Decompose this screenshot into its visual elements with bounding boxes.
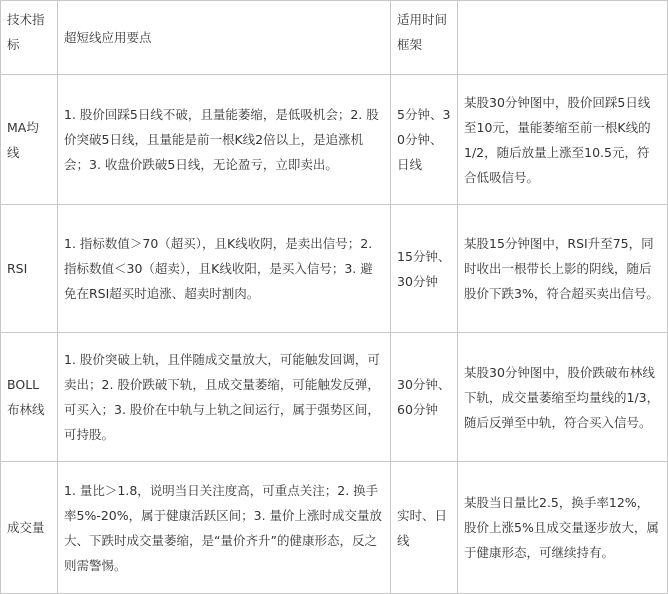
indicator-timeframe: 30分钟、60分钟	[391, 333, 458, 462]
table-row	[1, 333, 668, 462]
indicator-points: 1. 股价回踩5日线不破，且量能萎缩，是低吸机会；2. 股价突破5日线，且量能是前一根K线2倍以上，是追涨机会；3. 收盘价跌破5日线，无论盈亏，立即卖出。	[58, 75, 391, 205]
header-indicator: 技术指标	[1, 1, 58, 75]
table-row	[1, 462, 668, 594]
header-points: 超短线应用要点	[58, 1, 391, 75]
table-row	[1, 75, 668, 205]
indicator-example: 某股30分钟图中，股价回踩5日线至10元，量能萎缩至前一根K线的1/2，随后放量上涨至10.5元，符合低吸信号。	[458, 75, 668, 205]
indicator-points: 1. 指标数值＞70（超买），且K线收阴，是卖出信号；2. 指标数值＜30（超卖），且K线收阳，是买入信号；3. 避免在RSI超买时追涨、超卖时割肉。	[58, 205, 391, 333]
header-row	[1, 1, 668, 75]
indicator-name: MA均线	[1, 75, 58, 205]
indicator-name: BOLL布林线	[1, 333, 58, 462]
indicator-timeframe: 5分钟、30分钟、日线	[391, 75, 458, 205]
header-timeframe: 适用时间框架	[391, 1, 458, 75]
indicator-timeframe: 15分钟、30分钟	[391, 205, 458, 333]
indicator-example: 某股15分钟图中，RSI升至75，同时收出一根带长上影的阴线，随后股价下跌3%，符合超买卖出信号。	[458, 205, 668, 333]
indicator-example: 某股30分钟图中，股价跌破布林线下轨，成交量萎缩至均量线的1/3，随后反弹至中轨，符合买入信号。	[458, 333, 668, 462]
indicator-name: 成交量	[1, 462, 58, 594]
indicator-points: 1. 股价突破上轨，且伴随成交量放大，可能触发回调，可卖出；2. 股价跌破下轨，且成交量萎缩，可能触发反弹，可买入；3. 股价在中轨与上轨之间运行，属于强势区间，可持股。	[58, 333, 391, 462]
indicator-points: 1. 量比＞1.8，说明当日关注度高，可重点关注；2. 换手率5%-20%，属于健康活跃区间；3. 量价上涨时成交量放大、下跌时成交量萎缩，是“量价齐升”的健康形态，反之则需警惕。	[58, 462, 391, 594]
indicator-timeframe: 实时、日线	[391, 462, 458, 594]
table-row	[1, 205, 668, 333]
header-example	[458, 1, 668, 75]
indicator-name: RSI	[1, 205, 58, 333]
indicator-example: 某股当日量比2.5，换手率12%，股价上涨5%且成交量逐步放大，属于健康形态，可继续持有。	[458, 462, 668, 594]
